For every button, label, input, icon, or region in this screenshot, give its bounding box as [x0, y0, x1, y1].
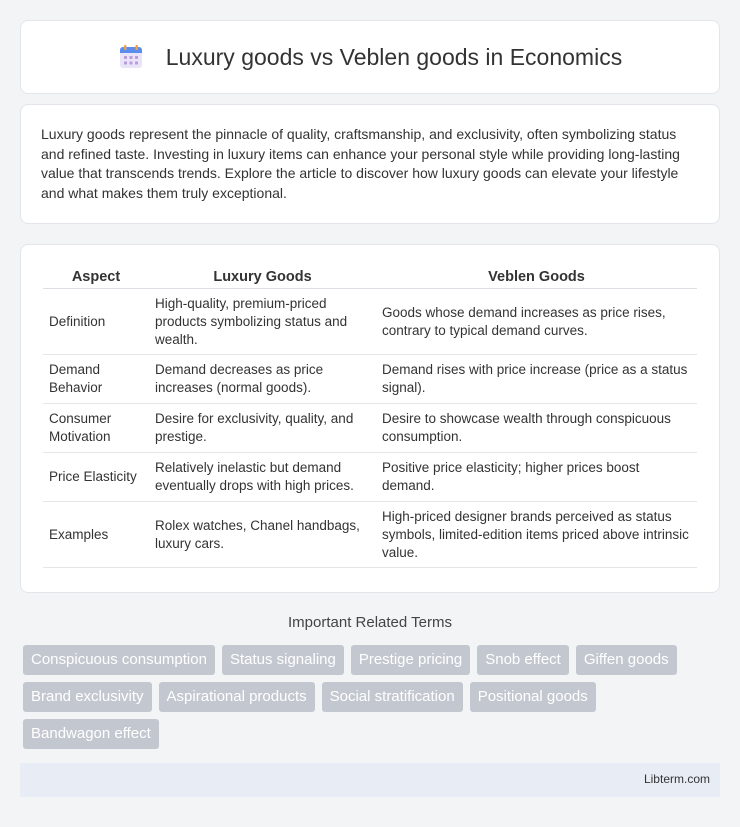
- tag-brand-exclusivity[interactable]: Brand exclusivity: [23, 682, 152, 712]
- table-header-row: [43, 265, 697, 289]
- row-aspect: Price Elasticity: [43, 453, 149, 502]
- row-aspect: Examples: [43, 502, 149, 568]
- tag-social-stratification[interactable]: Social stratification: [322, 682, 463, 712]
- row-veblen: High-priced designer brands perceived as status symbols, limited-edition items priced above intrinsic value.: [376, 502, 697, 568]
- header-aspect: Aspect: [43, 265, 149, 289]
- tag-conspicuous-consumption[interactable]: Conspicuous consumption: [23, 645, 215, 675]
- tag-prestige-pricing[interactable]: Prestige pricing: [351, 645, 470, 675]
- page-title: Luxury goods vs Veblen goods in Economics: [165, 43, 623, 70]
- comparison-table: [43, 265, 697, 568]
- row-luxury: High-quality, premium-priced products symbolizing status and wealth.: [149, 289, 376, 355]
- intro-text: Luxury goods represent the pinnacle of quality, craftsmanship, and exclusivity, often symbolizing status and refined taste. Investing in luxury items can enhance your personal style while providing long-lasting value that transcends trends. Explore the article to discover how luxury goods can elevate your lifestyle and what makes them truly exceptional.: [41, 126, 680, 201]
- header-card: [20, 20, 720, 94]
- related-terms-title: Important Related Terms: [288, 614, 452, 631]
- table-row: [43, 355, 697, 404]
- row-luxury: Relatively inelastic but demand eventually drops with high prices.: [149, 453, 376, 502]
- table-row: [43, 502, 697, 568]
- header-luxury-goods: Luxury Goods: [149, 265, 376, 289]
- tag-status-signaling[interactable]: Status signaling: [222, 645, 344, 675]
- footer: [20, 763, 720, 797]
- intro-card: [20, 104, 720, 224]
- row-veblen: Goods whose demand increases as price rises, contrary to typical demand curves.: [376, 289, 697, 355]
- tag-aspirational-products[interactable]: Aspirational products: [159, 682, 315, 712]
- table-row: [43, 289, 697, 355]
- tag-snob-effect[interactable]: Snob effect: [477, 645, 569, 675]
- row-luxury: Rolex watches, Chanel handbags, luxury cars.: [149, 502, 376, 568]
- row-aspect: Consumer Motivation: [43, 404, 149, 453]
- footer-site-link[interactable]: Libterm.com: [643, 772, 710, 786]
- tag-bandwagon-effect[interactable]: Bandwagon effect: [23, 719, 159, 749]
- related-terms-list: [23, 645, 723, 749]
- comparison-table-card: [20, 244, 720, 593]
- row-veblen: Demand rises with price increase (price as a status signal).: [376, 355, 697, 404]
- row-veblen: Positive price elasticity; higher prices boost demand.: [376, 453, 697, 502]
- row-luxury: Demand decreases as price increases (normal goods).: [149, 355, 376, 404]
- row-luxury: Desire for exclusivity, quality, and prestige.: [149, 404, 376, 453]
- tag-giffen-goods[interactable]: Giffen goods: [576, 645, 677, 675]
- calendar-icon: [118, 44, 144, 70]
- table-row: [43, 404, 697, 453]
- row-aspect: Demand Behavior: [43, 355, 149, 404]
- row-aspect: Definition: [43, 289, 149, 355]
- table-row: [43, 453, 697, 502]
- row-veblen: Desire to showcase wealth through conspicuous consumption.: [376, 404, 697, 453]
- tag-positional-goods[interactable]: Positional goods: [470, 682, 596, 712]
- header-veblen-goods: Veblen Goods: [376, 265, 697, 289]
